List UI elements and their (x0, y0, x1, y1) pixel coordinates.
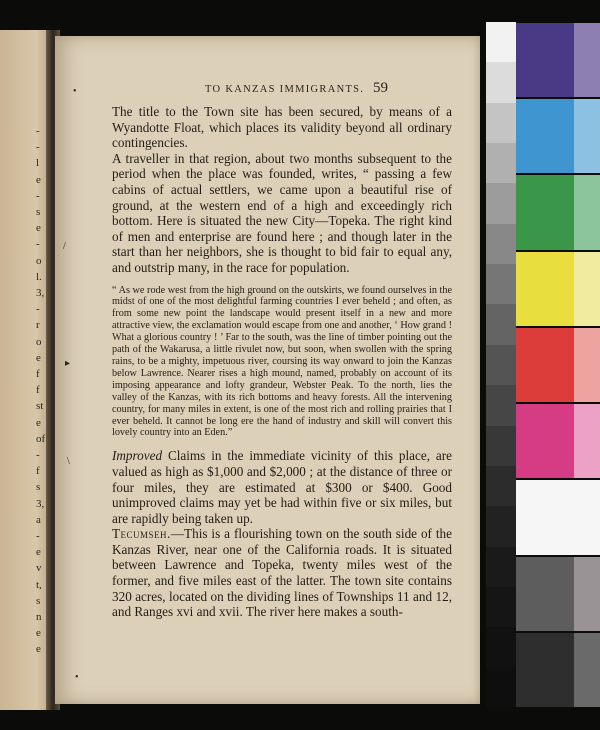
page-number: 59 (373, 80, 388, 96)
book-page (55, 36, 480, 704)
left-edge-letter: - (36, 141, 40, 154)
left-edge-letter: o (36, 254, 42, 267)
gray-patch (486, 22, 516, 63)
gray-patch (486, 103, 516, 144)
color-patch (574, 252, 600, 326)
gray-patch (486, 143, 516, 184)
left-edge-letter: 3, (36, 497, 45, 510)
color-patch (516, 252, 574, 326)
left-edge-letter: t, (36, 578, 42, 591)
gray-patch (486, 385, 516, 426)
paragraph-improved-claims (112, 448, 452, 526)
tecumseh-text: —This is a flourishing town on the south side of the Kanzas River, near one of the California roads. It is situated between Lawrence and Topeka, twenty miles west of the former, and five miles east of the latter. The town site contains 320 acres, located on the dividing lines of Townships 11 and 12, and Ranges xvi and xvii. The river here makes a south- (112, 526, 452, 620)
color-patch (516, 99, 574, 173)
gray-patch (486, 224, 516, 265)
margin-dot: • (73, 86, 77, 97)
gray-patch (486, 547, 516, 588)
left-edge-letter: e (36, 416, 41, 429)
color-patch (516, 633, 574, 707)
gray-patch (486, 264, 516, 305)
color-patch (574, 633, 600, 707)
gray-patch (486, 668, 516, 709)
left-edge-letter: s (36, 481, 41, 494)
left-edge-letter: n (36, 611, 42, 623)
gray-patch (486, 426, 516, 467)
color-patch (574, 404, 600, 478)
paragraph-traveller: A traveller in that region, about two months subsequent to the period when the place was founded, writes, “ passing a few cabins of actual settlers, we came upon a beautiful rise of ground, at the western end of a high and exceedingly rich bottom. Here is situated the new City—Topeka. The right kind of men and enterprise are found here ; and though later in the start than her neighbors, she is thought to bid fair to equal any, and outstrip many, in the race for population. (112, 150, 452, 275)
left-facing-page (0, 30, 52, 710)
margin-dot: • (75, 672, 79, 683)
color-patch (516, 557, 574, 631)
left-edge-letter: s (36, 594, 41, 607)
color-patch (516, 480, 574, 554)
improved-italic: Improved (112, 448, 163, 464)
left-edge-letter: - (36, 303, 40, 316)
left-edge-letter: r (36, 319, 40, 332)
left-edge-letter: e (36, 173, 41, 186)
left-edge-letter: - (36, 238, 40, 251)
margin-tick: / (63, 241, 66, 252)
left-edge-letter: e (36, 546, 41, 559)
improved-text: Claims in the immediate vicinity of this place, are valued as high as $1,000 and $2,000 ; at the distance of three or four miles, they are estimated at $300 or $400. Good unimproved claims may yet be had within five or six miles, but are rapidly being taken up. (112, 448, 452, 526)
paragraph-title-secured: The title to the Town site has been secured, by means of a Wyandotte Float, which places its validity beyond all ordinary contingencies. (112, 104, 452, 151)
gray-patch (486, 587, 516, 628)
left-edge-letter: st (36, 400, 44, 413)
color-patch (516, 328, 574, 402)
left-edge-letter: l (36, 157, 40, 170)
left-edge-letter: l. (36, 270, 42, 283)
color-patch (574, 23, 600, 97)
left-edge-letter: 3, (36, 287, 45, 299)
gray-patch (486, 183, 516, 224)
left-edge-letter: o (36, 335, 42, 348)
gray-patch (486, 627, 516, 668)
paragraph-tecumseh (112, 526, 452, 620)
gray-patch (486, 62, 516, 103)
left-edge-letter: f (36, 465, 40, 478)
color-patch (574, 328, 600, 402)
running-head: TO KANZAS IMMIGRANTS. (205, 84, 365, 95)
color-patch (516, 404, 574, 478)
left-edge-letter: - (36, 189, 40, 202)
left-edge-letter: f (36, 384, 40, 397)
left-edge-letter: - (36, 125, 40, 137)
body-text (112, 104, 452, 620)
color-checker-target (486, 22, 600, 708)
left-edge-letter: of (36, 432, 46, 445)
margin-tick: \ (67, 456, 70, 467)
left-edge-letter: e (36, 222, 41, 235)
gray-patch (486, 345, 516, 386)
color-patch (574, 99, 600, 173)
left-edge-letter: a (36, 513, 41, 526)
margin-arrow: ▸ (65, 358, 71, 369)
left-edge-letter: v (36, 562, 42, 575)
gray-patch (486, 466, 516, 507)
left-edge-letter: e (36, 351, 41, 364)
color-patch (516, 175, 574, 249)
gray-patch (486, 506, 516, 547)
left-edge-letter: e (36, 627, 41, 640)
left-edge-letter: e (36, 643, 41, 656)
left-edge-letter: - (36, 449, 40, 461)
left-edge-letter: - (36, 530, 40, 542)
gray-patch (486, 304, 516, 345)
left-edge-letter: s (36, 206, 41, 218)
color-patch (574, 480, 600, 554)
color-patch (574, 557, 600, 631)
color-patch (574, 175, 600, 249)
tecumseh-heading: Tecumseh. (112, 526, 171, 542)
left-edge-letter: f (36, 368, 40, 380)
block-quote: “ As we rode west from the high ground on the outskirts, we found ourselves in the midst of one of the most delightful farming countries I ever beheld ; and often, as from some new point the landscape would present itself in a new and more attractive view, the exclamation would escape from one and another, ‘ How grand ! What a glorious country ! ’ Far to the south, was the line of timber pointing out the path of the Wakarusa, a little rivulet now, but soon, when swollen with the spring rains, to be a mighty, impetuous river, coursing its way onward to join the Kanzas below Lawrence. Nearer rises a high mound, named, probably on account of its imposing appearance and lofty grandeur, Webster Peak. To the north, lies the valley of the Kanzas, with its rich bottoms and heavy forests. All the intervening country, for many miles in extent, is one of the most rich and rolling prairies that I ever beheld. It cannot be long ere the hand of industry and skill will convert this lovely country into an Eden.” (112, 284, 452, 439)
color-patch (516, 23, 574, 97)
